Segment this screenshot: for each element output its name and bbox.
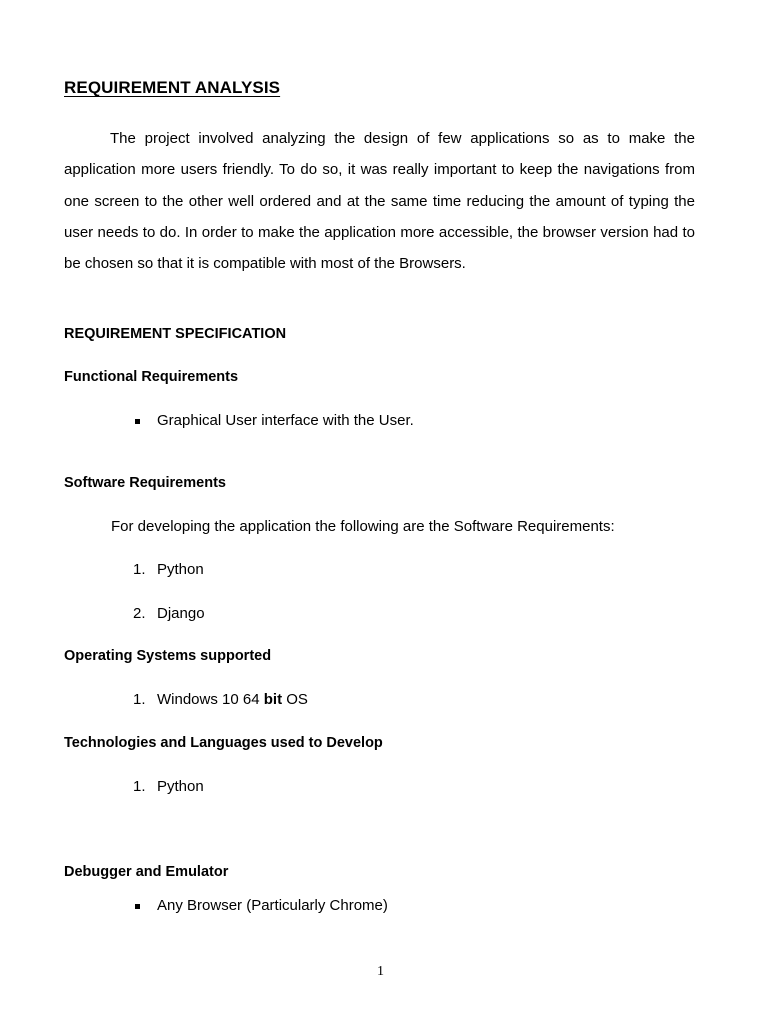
list-number: 2. (133, 605, 146, 622)
os-item-post: OS (282, 691, 308, 708)
functional-item: Graphical User interface with the User. (157, 412, 414, 429)
spec-heading: REQUIREMENT SPECIFICATION (64, 326, 287, 342)
list-number: 1. (133, 778, 146, 795)
list-number: 1. (133, 561, 146, 578)
tech-item: Python (157, 778, 204, 795)
page-title: REQUIREMENT ANALYSIS (64, 78, 281, 97)
os-heading: Operating Systems supported (64, 648, 272, 664)
page-number: 1 (377, 964, 384, 979)
os-item-bold: bit (263, 691, 283, 708)
bullet-icon (135, 904, 140, 909)
bullet-icon (135, 419, 140, 424)
software-item: Django (157, 605, 205, 622)
tech-heading: Technologies and Languages used to Develop (64, 735, 383, 751)
functional-heading: Functional Requirements (64, 369, 239, 385)
software-heading: Software Requirements (64, 475, 226, 491)
software-item: Python (157, 561, 204, 578)
os-item (157, 691, 308, 708)
debugger-heading: Debugger and Emulator (64, 864, 229, 880)
os-item-pre: Windows 10 64 (157, 691, 264, 708)
intro-paragraph (64, 123, 695, 279)
debugger-item: Any Browser (Particularly Chrome) (157, 897, 388, 914)
software-intro: For developing the application the following are the Software Requirements: (111, 518, 615, 535)
list-number: 1. (133, 691, 146, 708)
intro-text: The project involved analyzing the design of few applications so as to make the application more users friendly. To do so, it was really important to keep the navigations from one screen to the other well ordered and at the same time reducing the amount of typing the user needs to do. In order to make the application more accessible, the browser version had to be chosen so that it is compatible with most of the Browsers. (64, 130, 695, 273)
